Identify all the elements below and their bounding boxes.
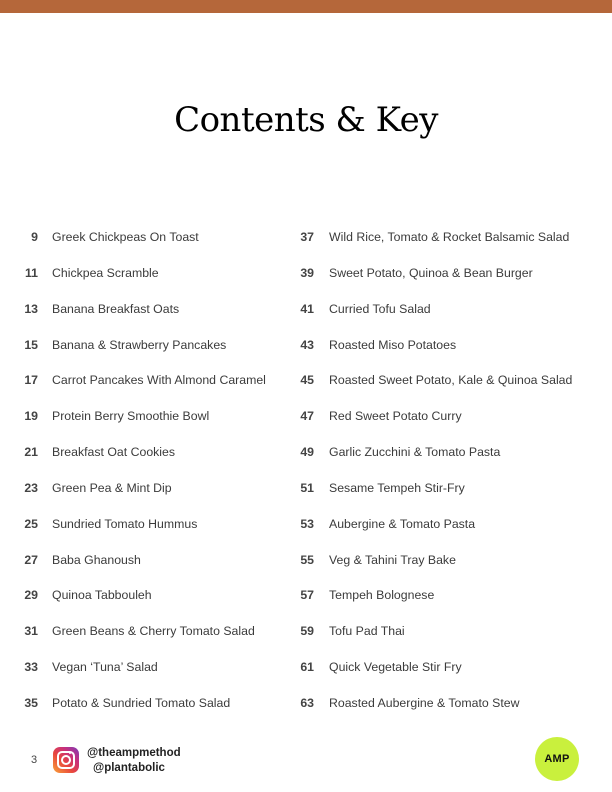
footer-page-number: 3 (31, 754, 38, 766)
contents-row[interactable] (288, 433, 608, 469)
contents-row[interactable] (0, 576, 300, 612)
contents-row[interactable] (288, 326, 608, 362)
contents-left-column (0, 218, 300, 720)
contents-row[interactable] (288, 541, 608, 577)
amp-logo (535, 737, 579, 781)
contents-row[interactable] (288, 684, 608, 720)
social-handles (87, 746, 181, 776)
instagram-icon[interactable] (53, 747, 79, 773)
recipe-name: Quick Vegetable Stir Fry (329, 660, 462, 675)
recipe-name: Garlic Zucchini & Tomato Pasta (329, 445, 501, 460)
recipe-name: Banana Breakfast Oats (52, 301, 180, 316)
recipe-name: Chickpea Scramble (52, 265, 159, 280)
recipe-name: Red Sweet Potato Curry (329, 409, 462, 424)
page-number: 41 (300, 301, 314, 316)
contents-row[interactable] (0, 433, 300, 469)
recipe-name: Veg & Tahini Tray Bake (329, 552, 456, 567)
top-accent-bar (0, 0, 612, 13)
instagram-icon-dot (69, 752, 71, 754)
recipe-name: Curried Tofu Salad (329, 301, 431, 316)
page-number: 63 (300, 695, 314, 710)
contents-row[interactable] (0, 541, 300, 577)
page-number: 25 (24, 516, 38, 531)
contents-row[interactable] (288, 397, 608, 433)
contents-row[interactable] (288, 612, 608, 648)
page-number: 33 (24, 660, 38, 675)
page-number: 53 (300, 516, 314, 531)
contents-row[interactable] (288, 505, 608, 541)
recipe-name: Aubergine & Tomato Pasta (329, 516, 476, 531)
recipe-name: Sweet Potato, Quinoa & Bean Burger (329, 265, 533, 280)
contents-row[interactable] (0, 326, 300, 362)
recipe-name: Vegan ‘Tuna’ Salad (52, 660, 158, 675)
recipe-name: Tempeh Bolognese (329, 588, 435, 603)
amp-logo-text: AMP (544, 753, 570, 765)
contents-row[interactable] (0, 648, 300, 684)
page-number: 15 (24, 337, 38, 352)
contents-row[interactable] (0, 361, 300, 397)
page-number: 17 (24, 373, 38, 388)
page-number: 45 (300, 373, 314, 388)
contents-row[interactable] (288, 218, 608, 254)
contents-row[interactable] (288, 254, 608, 290)
page-number: 49 (300, 445, 314, 460)
social-handle-primary[interactable]: @theampmethod (87, 747, 181, 759)
page-number: 57 (300, 588, 314, 603)
contents-row[interactable] (0, 290, 300, 326)
page-number: 39 (300, 265, 314, 280)
social-handle-secondary[interactable]: @plantabolic (93, 762, 165, 774)
contents-right-column (288, 218, 608, 720)
recipe-name: Protein Berry Smoothie Bowl (52, 409, 210, 424)
recipe-name: Roasted Miso Potatoes (329, 337, 457, 352)
contents-row[interactable] (0, 218, 300, 254)
contents-row[interactable] (0, 505, 300, 541)
page-title: Contents & Key (174, 100, 438, 140)
page-number: 11 (25, 265, 38, 280)
page-number: 27 (24, 552, 38, 567)
recipe-name: Tofu Pad Thai (329, 624, 405, 639)
page-number: 13 (24, 301, 38, 316)
recipe-name: Quinoa Tabbouleh (52, 588, 152, 603)
contents-row[interactable] (288, 648, 608, 684)
contents-row[interactable] (288, 361, 608, 397)
page-number: 23 (24, 480, 38, 495)
page-number: 51 (300, 480, 314, 495)
recipe-name: Roasted Sweet Potato, Kale & Quinoa Salad (329, 373, 573, 388)
page-number: 59 (300, 624, 314, 639)
page-number: 29 (24, 588, 38, 603)
page-number: 43 (300, 337, 314, 352)
page-number: 47 (300, 409, 314, 424)
recipe-name: Wild Rice, Tomato & Rocket Balsamic Salad (329, 230, 570, 244)
recipe-name: Roasted Aubergine & Tomato Stew (329, 695, 520, 710)
page-number: 61 (300, 660, 314, 675)
page-number: 9 (31, 230, 38, 244)
recipe-name: Sesame Tempeh Stir-Fry (329, 480, 465, 495)
recipe-name: Baba Ghanoush (52, 552, 141, 567)
contents-row[interactable] (0, 612, 300, 648)
recipe-name: Breakfast Oat Cookies (52, 445, 176, 460)
contents-row[interactable] (288, 290, 608, 326)
contents-row[interactable] (0, 254, 300, 290)
recipe-name: Sundried Tomato Hummus (52, 516, 198, 531)
page-number: 55 (300, 552, 314, 567)
contents-row[interactable] (0, 469, 300, 505)
page-number: 31 (24, 624, 38, 639)
instagram-icon-lens (61, 755, 71, 765)
recipe-name: Green Pea & Mint Dip (52, 480, 172, 495)
contents-row[interactable] (288, 469, 608, 505)
recipe-name: Green Beans & Cherry Tomato Salad (52, 624, 255, 639)
page-number: 21 (24, 445, 38, 460)
page-number: 37 (300, 230, 314, 244)
page-number: 19 (24, 409, 38, 424)
contents-row[interactable] (0, 684, 300, 720)
recipe-name: Carrot Pancakes With Almond Caramel (52, 373, 266, 388)
recipe-name: Potato & Sundried Tomato Salad (52, 695, 231, 710)
contents-row[interactable] (288, 576, 608, 612)
recipe-name: Greek Chickpeas On Toast (52, 230, 199, 244)
recipe-name: Banana & Strawberry Pancakes (52, 337, 227, 352)
page-number: 35 (24, 695, 38, 710)
contents-row[interactable] (0, 397, 300, 433)
